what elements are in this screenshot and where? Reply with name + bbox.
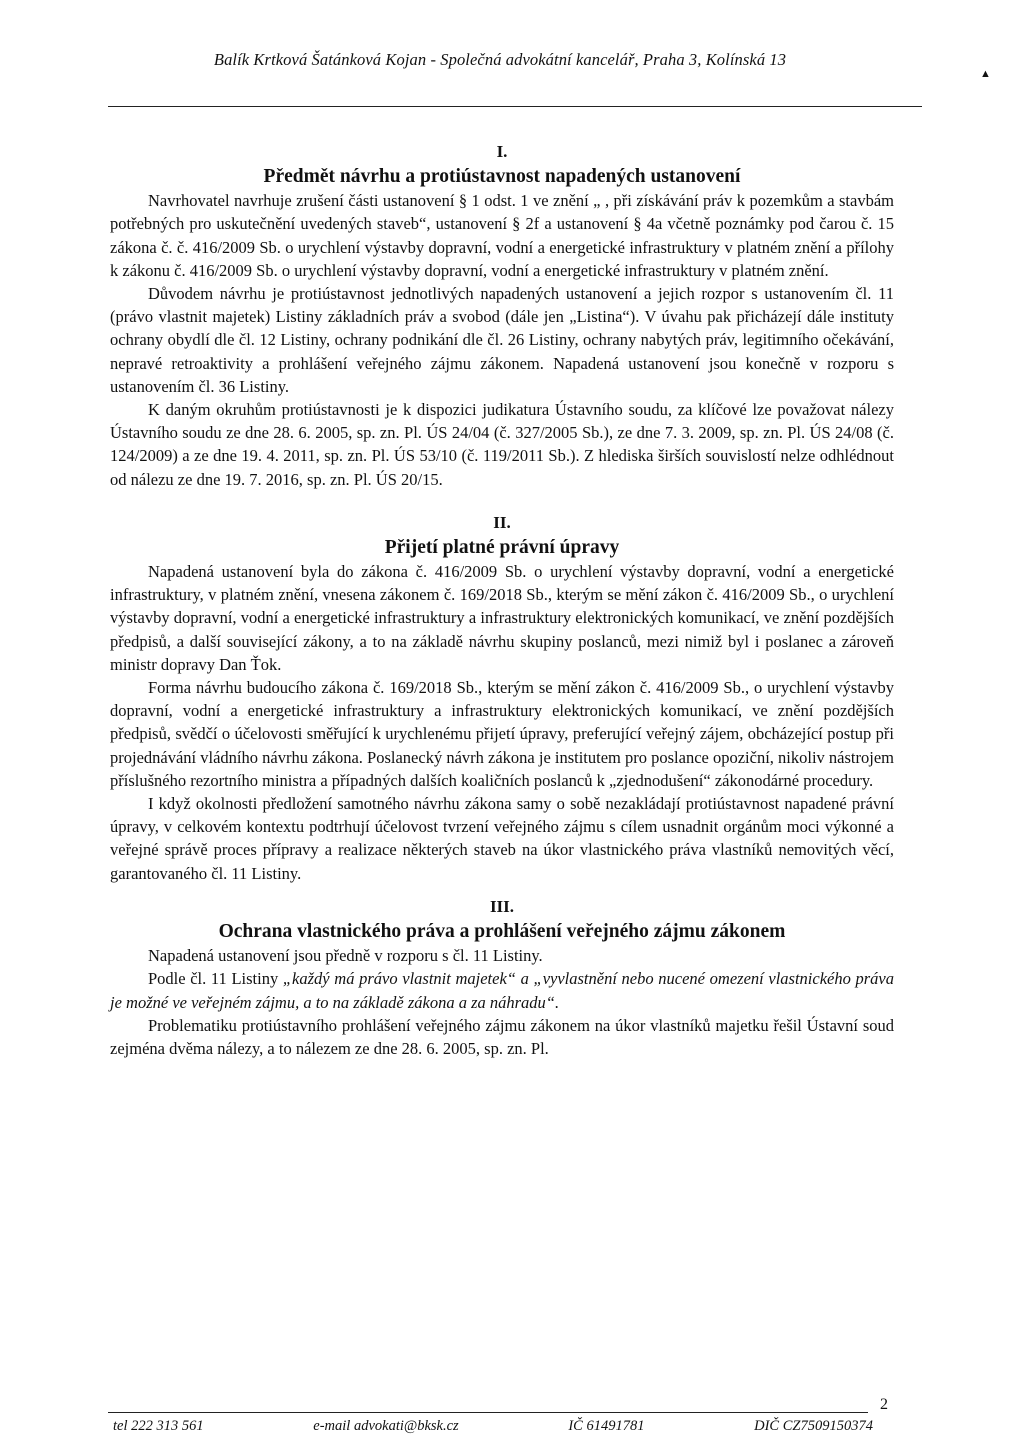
paragraph: K daným okruhům protiústavnosti je k dispozici judikatura Ústavního soudu, za klíčové lze považovat nálezy Ústavního soudu ze dne 28. 6. 2005, sp. zn. Pl. ÚS 24/04 (č. 327/2005 Sb.), ze dne 7. 3. 2009, sp. zn. Pl. ÚS 24/08 (č. 124/2009) a ze dne 19. 4. 2011, sp. zn. Pl. ÚS 53/10 (č. 119/2011 Sb.). Z hlediska širších souvislostí nelze odhlédnout od nálezu ze dne 19. 7. 2016, sp. zn. Pl. ÚS 20/15.: [110, 400, 894, 489]
footer-divider: [108, 1412, 868, 1413]
paragraph-lead: Podle čl. 11 Listiny: [148, 969, 283, 989]
footer-dic: DIČ CZ7509150374: [754, 1418, 873, 1434]
footer-phone: tel 222 313 561: [113, 1418, 204, 1434]
header-divider: [108, 106, 922, 107]
paragraph: Navrhovatel navrhuje zrušení části ustanovení § 1 odst. 1 ve znění „ , při získávání práv k pozemkům a stavbám potřebných pro uskutečnění uvedených staveb“, ustanovení § 2f a ustanovení § 4a včetně poznámky pod čarou č. 15 zákona č. č. 416/2009 Sb. o urychlení výstavby dopravní, vodní a energetické infrastruktury v platném znění a přílohy k zákonu č. 416/2009 Sb. o urychlení výstavby dopravní, vodní a energetické infrastruktury v platném znění.: [110, 191, 894, 280]
section-number: III.: [489, 896, 515, 916]
footer-email[interactable]: e-mail advokati@bksk.cz: [313, 1418, 459, 1434]
section-title: Ochrana vlastnického práva a prohlášení veřejného zájmu zákonem: [218, 921, 786, 943]
letterhead: Balík Krtková Šatánková Kojan - Společná advokátní kancelář, Praha 3, Kolínská 13: [213, 50, 787, 69]
footer: [113, 1418, 873, 1435]
paragraph: [110, 967, 894, 1013]
section-title: Předmět návrhu a protiústavnost napadených ustanovení: [263, 166, 741, 188]
document-body: [110, 140, 894, 1060]
listina-quote: „každý má právo vlastnit majetek“ a „vyvlastnění nebo nucené omezení vlastnického práva je možné ve veřejném zájmu, a to na základě zákona a za náhradu“.: [110, 969, 894, 1012]
paragraph: Problematiku protiústavního prohlášení veřejného zájmu zákonem na úkor vlastníků majetku řešil Ústavní soud zejména dvěma nálezy, a to nálezem ze dne 28. 6. 2005, sp. zn. Pl.: [110, 1015, 894, 1058]
paragraph: Důvodem návrhu je protiústavnost jednotlivých napadených ustanovení a jejich rozpor s ustanovením čl. 11 (právo vlastnit majetek) Listiny základních práv a svobod (dále jen „Listina“). V úvahu pak přicházejí dále instituty ochrany obydlí dle čl. 12 Listiny, ochrany podnikání dle čl. 26 Listiny, ochrany nabytých práv, legitimního očekávání, nepravé retroaktivity a prohlášení veřejného zájmu zákonem. Napadená ustanovení jsou konečně v rozporu s ustanovením čl. 36 Listiny.: [110, 284, 894, 396]
section-title: Přijetí platné právní úpravy: [384, 537, 620, 559]
corner-mark: ▲: [980, 68, 991, 80]
page-number: 2: [880, 1396, 888, 1413]
section-number: I.: [496, 142, 508, 161]
paragraph: Forma návrhu budoucího zákona č. 169/2018 Sb., kterým se mění zákon č. 416/2009 Sb., o urychlení výstavby dopravní, vodní a energetické infrastruktury a infrastruktury elektronických komunikací, ve znění pozdějších předpisů, svědčí o účelovosti směřující k urychlenému přijetí úpravy, preferující veřejný zájem, obcházející postup při projednávání vládního návrhu zákona. Poslanecký návrh zákona je institutem pro poslance opoziční, nikoliv nástrojem příslušného rezortního ministra a případných dalších koaličních poslanců k „zjednodušení“ zákonodárné procedury.: [110, 678, 894, 790]
paragraph: Napadená ustanovení byla do zákona č. 416/2009 Sb. o urychlení výstavby dopravní, vodní a energetické infrastruktury, v platném znění, vnesena zákonem č. 169/2018 Sb., kterým se mění zákon č. 416/2009 Sb., o urychlení výstavby dopravní, vodní a energetické infrastruktury a infrastruktury elektronických komunikací, ve znění pozdějších předpisů, a další související zákony, a to na základě návrhu skupiny poslanců, mezi nimiž byl i poslanec a zároveň ministr dopravy Dan Ťok.: [110, 562, 894, 674]
footer-ic: IČ 61491781: [568, 1418, 645, 1434]
section-number: II.: [493, 512, 511, 532]
paragraph: I když okolnosti předložení samotného návrhu zákona samy o sobě nezakládají protiústavnost napadené právní úpravy, v celkovém kontextu podtrhují účelovost tvrzení veřejného zájmu s cílem usnadnit orgánům moci výkonné a veřejné správě proces přípravy a realizace některých staveb na úkor vlastnického práva vlastníků nemovitých věcí, garantovaného čl. 11 Listiny.: [110, 794, 894, 883]
paragraph: Napadená ustanovení jsou předně v rozporu s čl. 11 Listiny.: [148, 946, 543, 966]
